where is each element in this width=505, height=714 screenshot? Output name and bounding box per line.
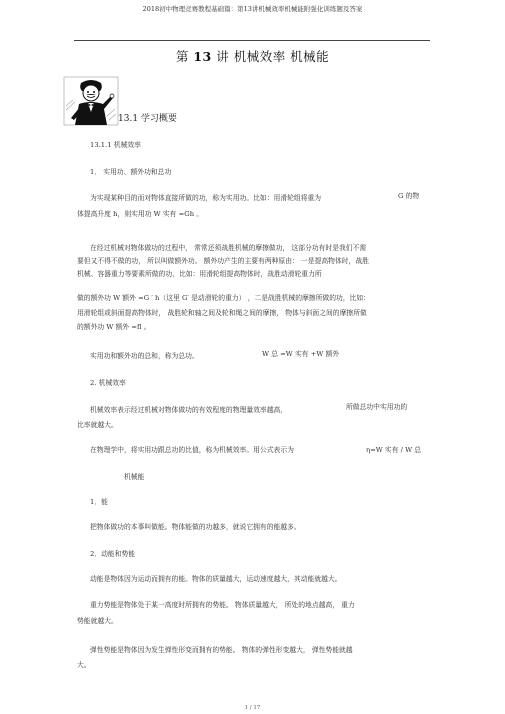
- title-number: 13: [193, 49, 212, 64]
- paragraph-fragment: G 的物: [398, 192, 420, 200]
- title-prefix: 第: [175, 49, 189, 64]
- section-heading: 13.1 学习概要: [118, 114, 177, 124]
- total-work-formula: W 总 =W 实有 +W 额外: [262, 350, 340, 358]
- paragraph-line: 机械效率表示经过机械对物体做功的有效程度的物理量效率越高，: [90, 406, 288, 414]
- paragraph-fragment: 所做总功中实用功的: [346, 403, 408, 411]
- item-heading-1: 1． 实用功、额外功和总功: [90, 168, 172, 176]
- energy-item-1: 1．能: [90, 498, 108, 506]
- title-suffix: 讲 机械效率 机械能: [216, 49, 330, 64]
- paragraph-line: 要但又不得不做的功， 所以叫做额外功。 额外功产生的主要有两种原由： 一是提高物体时，战胜: [77, 257, 369, 265]
- subsection-heading: 13.1.1 机械效率: [90, 141, 141, 149]
- paragraph-line: 用滑轮组或斜面提高物体时， 战胜轮和轴之间及轮和绳之间的摩擦， 物体与斜面之间的摩擦所做: [77, 309, 367, 317]
- energy-item-2: 2．动能和势能: [90, 550, 136, 558]
- paragraph-line: 在物理学中，将实用功跟总功的比值，称为机械效率。用公式表示为: [90, 446, 294, 454]
- paragraph-line: 机械、容器重力等要素所做的功，比如：用滑轮组提高物体时，战胜动滑轮重力所: [77, 270, 322, 278]
- paragraph-line: 的额外功 W 额外 =fl 。: [77, 323, 151, 331]
- paragraph-line: 动能是物体因为运动而拥有的能。物体的质量越大，运动速度越大，其动能就越大。: [90, 575, 342, 583]
- energy-heading: 机械能: [124, 473, 145, 481]
- paragraph-line: 把物体做功的本事叫做能。物体能做的功越多，就说它拥有的能越多。: [90, 523, 301, 531]
- header-rule: [74, 40, 430, 41]
- paragraph-line: 为实现某种目的而对物体直接所做的功，称为实用功。比如：用滑轮组将重为: [90, 194, 322, 202]
- page-number: 1 / 17: [244, 705, 261, 711]
- paragraph-line: 实用功和额外功的总和，称为总功。: [90, 352, 199, 360]
- paragraph-line: 做的额外功 W 额外 =G ′ h（这里 G′ 是动滑轮的重力） ，二是战胜机械的摩擦所做的功，比如：: [77, 294, 370, 302]
- paragraph-line: 体提高升度 h，则实用功 W 实有 =Gh 。: [77, 210, 204, 218]
- teacher-illustration: [63, 76, 119, 126]
- paragraph-line: 比率就越大。: [77, 421, 118, 429]
- paragraph-line: 弹性势能是物体因为发生弹性形变而拥有的势能。 物体的弹性形变越大， 弹性势能就越: [90, 646, 353, 654]
- paragraph-line: 在经过机械对物体做功的过程中， 常常还须战胜机械的摩擦做功， 这部分功有时是我们不需: [90, 244, 367, 252]
- paragraph-line: 大。: [77, 661, 91, 669]
- document-header: 2018初中物理竞赛教程基础篇：第13讲机械效率机械能附强化训练题及答案: [142, 5, 363, 13]
- lecture-title: [0, 47, 505, 65]
- paragraph-line: 势能就越大。: [77, 617, 118, 625]
- paragraph-line: 重力势能是物体处于某一高度时所拥有的势能。 物体质量越大， 所处的地点越高， 重力: [90, 601, 355, 609]
- efficiency-formula: η=W 实有 / W 总: [366, 446, 422, 454]
- item-heading-2: 2. 机械效率: [90, 379, 126, 387]
